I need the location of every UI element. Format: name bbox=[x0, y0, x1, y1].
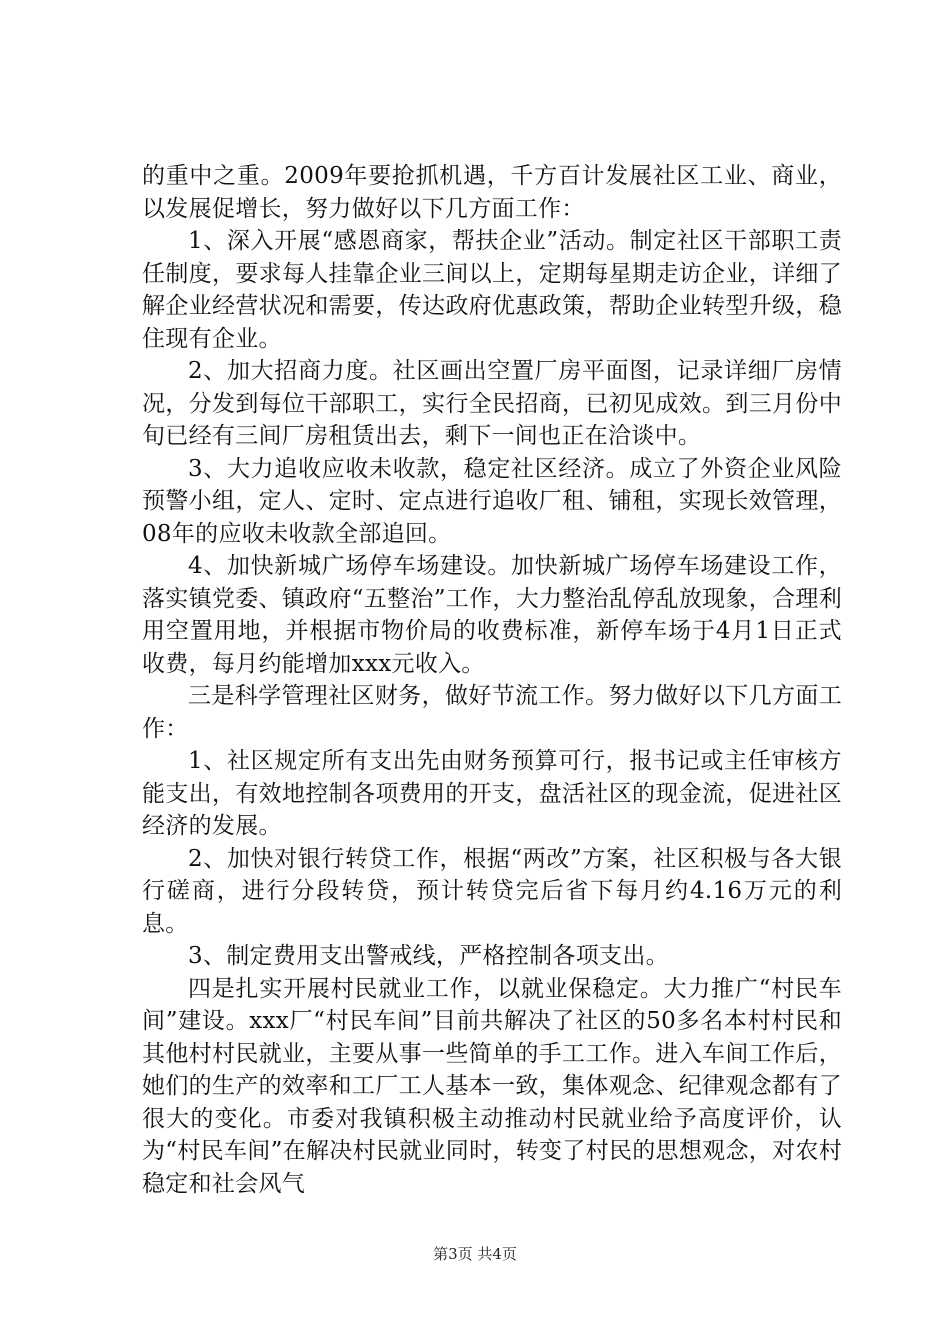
paragraph-item-1: 1、深入开展“感恩商家，帮扶企业”活动。制定社区干部职工责任制度，要求每人挂靠企业三间以上，定期每星期走访企业，详细了解企业经营状况和需要，传达政府优惠政策，帮助企业转型升级，稳住现有企业。 bbox=[142, 228, 842, 352]
paragraph-section-4: 四是扎实开展村民就业工作，以就业保稳定。大力推广“村民车间”建设。xxx厂“村民车间”目前共解决了社区的50多名本村村民和其他村村民就业，主要从事一些简单的手工工作。进入车间工作后，她们的生产的效率和工厂工人基本一致，集体观念、纪律观念都有了很大的变化。市委对我镇积极主动推动村民就业给予高度评价，认为“村民车间”在解决村民就业同时，转变了村民的思想观念，对农村稳定和社会风气 bbox=[142, 975, 842, 1197]
page-footer: 第3页 共4页 bbox=[433, 1245, 517, 1263]
document-body bbox=[142, 160, 842, 1200]
paragraph-item-2: 2、加大招商力度。社区画出空置厂房平面图，记录详细厂房情况，分发到每位干部职工，实行全民招商，已初见成效。到三月份中旬已经有三间厂房租赁出去，剩下一间也正在洽谈中。 bbox=[142, 358, 842, 449]
paragraph-item-3: 3、大力追收应收未收款，稳定社区经济。成立了外资企业风险预警小组，定人、定时、定点进行追收厂租、铺租，实现长效管理，08年的应收未收款全部追回。 bbox=[142, 455, 842, 547]
paragraph-finance-item-1: 1、社区规定所有支出先由财务预算可行，报书记或主任审核方能支出，有效地控制各项费用的开支，盘活社区的现金流，促进社区经济的发展。 bbox=[142, 748, 842, 839]
paragraph-finance-item-3: 3、制定费用支出警戒线，严格控制各项支出。 bbox=[188, 943, 669, 969]
paragraph-item-4: 4、加快新城广场停车场建设。加快新城广场停车场建设工作，落实镇党委、镇政府“五整治”工作，大力整治乱停乱放现象，合理利用空置用地，并根据市物价局的收费标准，新停车场于4月1日正式收费，每月约能增加xxx元收入。 bbox=[142, 553, 842, 677]
paragraph-finance-item-2: 2、加快对银行转贷工作，根据“两改”方案，社区积极与各大银行磋商，进行分段转贷，预计转贷完后省下每月约4.16万元的利息。 bbox=[142, 845, 842, 937]
paragraph-section-3: 三是科学管理社区财务，做好节流工作。努力做好以下几方面工作： bbox=[142, 683, 842, 742]
paragraph-continuation: 的重中之重。2009年要抢抓机遇，千方百计发展社区工业、商业，以发展促增长，努力做好以下几方面工作： bbox=[142, 163, 842, 222]
